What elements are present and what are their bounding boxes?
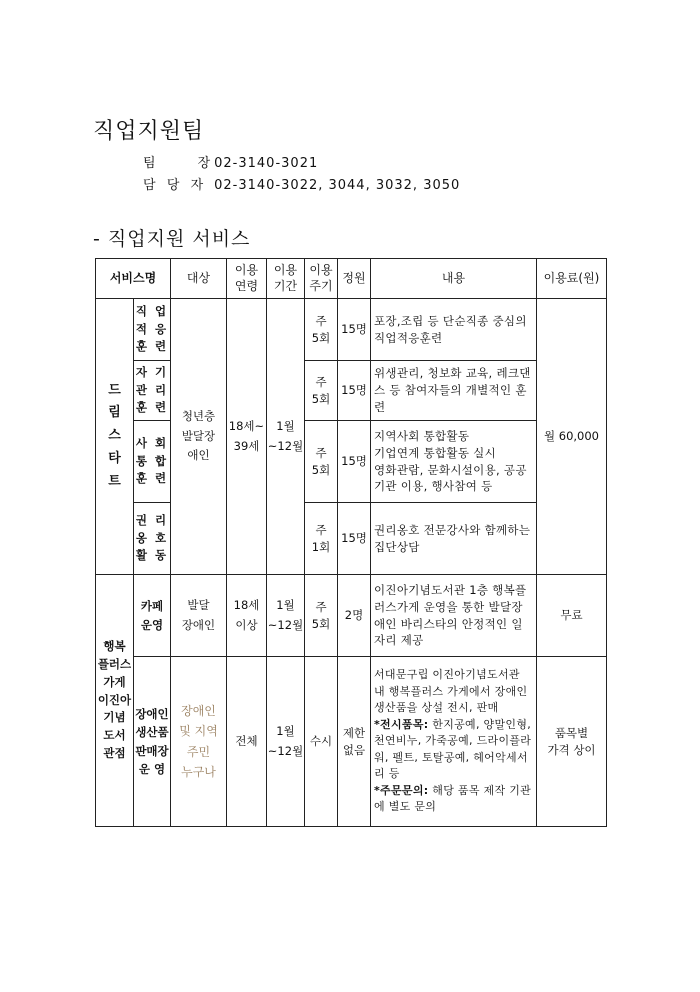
capacity-cell: 15명 (338, 503, 371, 575)
contact-team-leader (143, 152, 318, 171)
capacity-cell: 15명 (338, 361, 371, 421)
table-row (96, 657, 607, 827)
capacity-cell: 15명 (338, 421, 371, 503)
age-cell: 18세 이상 (227, 575, 267, 657)
section-title: - 직업지원 서비스 (93, 228, 251, 250)
target-cell: 장애인 및 지역 주민 누구나 (171, 657, 227, 827)
capacity-cell: 2명 (338, 575, 371, 657)
period-cell: 1월 ~12월 (267, 575, 305, 657)
age-cell: 전체 (227, 657, 267, 827)
content-cell: 위생관리, 청보화 교육, 레크댄스 등 참여자들의 개별적인 훈련 (371, 361, 537, 421)
content-cell: 이진아기념도서관 1층 행복플러스가게 운영을 통한 발달장애인 바리스타의 안정적인 일자리 제공 (371, 575, 537, 657)
content-order-text: 해당 품목 제작 기관에 별도 문의 (374, 783, 532, 814)
header-period: 이용 기간 (267, 259, 305, 299)
header-capacity: 정원 (338, 259, 371, 299)
header-service: 서비스명 (96, 259, 171, 299)
service-name: 직 업 적 응 훈 련 (134, 299, 171, 361)
header-fee: 이용료(원) (537, 259, 607, 299)
age-cell: 18세~ 39세 (227, 299, 267, 575)
target-cell: 청년층 발달장 애인 (171, 299, 227, 575)
contact-phone: 02-3140-3021 (214, 156, 319, 171)
table-row (96, 299, 607, 361)
content-items-text: 한지공예, 양말인형, 천연비누, 가죽공예, 드라이플라워, 펠트, 토탈공예, 헤어악세서리 등 (374, 717, 532, 781)
fee-cell: 월 60,000 (537, 299, 607, 575)
service-name: 카페 운영 (134, 575, 171, 657)
content-cell (371, 657, 537, 827)
period-cell: 1월 ~12월 (267, 299, 305, 575)
content-cell: 포장,조립 등 단순직종 중심의 직업적응훈련 (371, 299, 537, 361)
contact-phone: 02-3140-3022, 3044, 3032, 3050 (214, 178, 461, 193)
service-name: 권 리 옹 호 활 동 (134, 503, 171, 575)
fee-cell: 품목별 가격 상이 (537, 657, 607, 827)
content-main: 서대문구립 이진아기념도서관 내 행복플러스 가게에서 장애인 생산품을 상설 전시, 판매 (374, 668, 528, 715)
service-name: 사 회 통 합 훈 련 (134, 421, 171, 503)
fee-cell: 무료 (537, 575, 607, 657)
target-cell: 발달 장애인 (171, 575, 227, 657)
cycle-cell: 주 5회 (305, 361, 338, 421)
header-target: 대상 (171, 259, 227, 299)
service-name: 자 기 관 리 훈 련 (134, 361, 171, 421)
contact-staff (143, 174, 460, 193)
cycle-cell: 주 5회 (305, 299, 338, 361)
contact-label: 팀 장 (143, 156, 212, 171)
content-cell: 권리옹호 전문강사와 함께하는 집단상담 (371, 503, 537, 575)
program-name-happy-plus: 행복 플러스 가게 이진아 기념 도서 관점 (96, 575, 134, 827)
cycle-cell: 주 1회 (305, 503, 338, 575)
capacity-cell: 15명 (338, 299, 371, 361)
service-table (95, 258, 607, 827)
content-order-label: *주문문의: (374, 783, 429, 797)
cycle-cell: 수시 (305, 657, 338, 827)
program-name-dream-start: 드 림 스 타 트 (96, 299, 134, 575)
header-content: 내용 (371, 259, 537, 299)
cycle-cell: 주 5회 (305, 575, 338, 657)
page-title: 직업지원팀 (93, 119, 205, 144)
header-cycle: 이용 주기 (305, 259, 338, 299)
period-cell: 1월 ~12월 (267, 657, 305, 827)
capacity-cell: 제한 없음 (338, 657, 371, 827)
content-items-label: *전시품목: (374, 717, 429, 731)
cycle-cell: 주 5회 (305, 421, 338, 503)
service-name: 장애인 생산품 판매장 운 영 (134, 657, 171, 827)
contact-label: 담 당 자 (143, 178, 205, 193)
table-row (96, 575, 607, 657)
table-header-row (96, 259, 607, 299)
header-age: 이용 연령 (227, 259, 267, 299)
content-cell: 지역사회 통합활동 기업연계 통합활동 실시 영화관람, 문화시설이용, 공공기관 이용, 행사참여 등 (371, 421, 537, 503)
